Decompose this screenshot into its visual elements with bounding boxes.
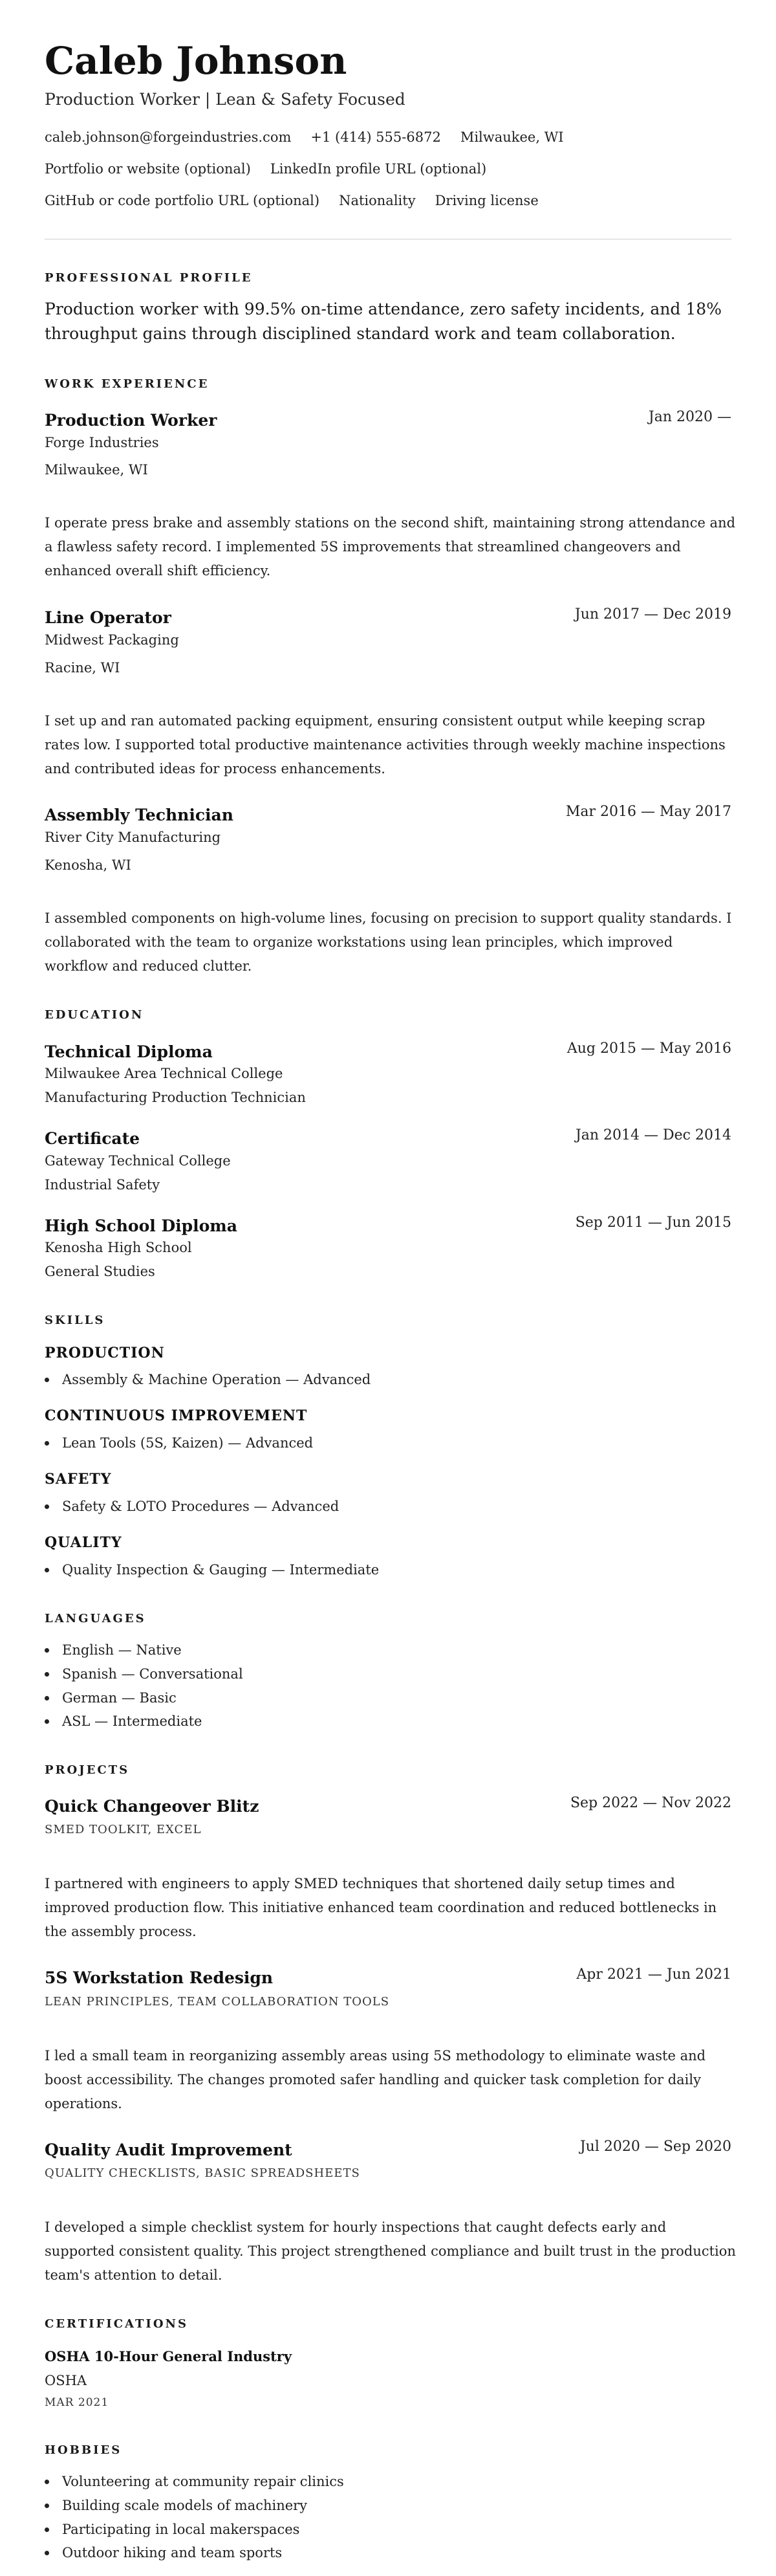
degree-title: Certificate [45, 1129, 140, 1148]
project-tech: LEAN PRINCIPLES, TEAM COLLABORATION TOOLS [45, 1995, 390, 2009]
job-title: Production Worker [45, 411, 217, 430]
skill-category: QUALITY [45, 1534, 122, 1551]
school-name: Kenosha High School [45, 1240, 192, 1255]
job-company: Forge Industries [45, 435, 159, 450]
certification-issuer: OSHA [45, 2373, 87, 2388]
language-item: German — Basic [62, 1690, 177, 1706]
education-dates: Aug 2015 — May 2016 [566, 1040, 731, 1057]
skill-item: Lean Tools (5S, Kaizen) — Advanced [62, 1435, 314, 1451]
candidate-tagline: Production Worker | Lean & Safety Focused [45, 90, 405, 109]
contact-line-3 [45, 194, 558, 208]
section-heading-profile: PROFESSIONAL PROFILE [45, 271, 253, 285]
project-description: I partnered with engineers to apply SMED techniques that shortened daily setup times and improved production flow. This initiative enhanced team coordination and reduced bottlenecks in the assembly process. [45, 1876, 717, 1939]
job-company: River City Manufacturing [45, 830, 221, 845]
job-location: Kenosha, WI [45, 857, 131, 873]
job-description: I set up and ran automated packing equipment, ensuring consistent output while keeping scrap rates low. I supported total productive maintenance activities through weekly machine inspections and contributed ideas for process enhancements. [45, 713, 726, 776]
contact-line-2 [45, 162, 506, 176]
field-of-study: General Studies [45, 1264, 155, 1279]
certification-title: OSHA 10-Hour General Industry [45, 2348, 292, 2364]
hobby-item: Outdoor hiking and team sports [62, 2545, 283, 2560]
field-of-study: Industrial Safety [45, 1177, 160, 1193]
hobby-item: Volunteering at community repair clinics [62, 2474, 344, 2489]
job-company: Midwest Packaging [45, 632, 179, 648]
phone: +1 (414) 555-6872 [310, 129, 441, 145]
school-name: Milwaukee Area Technical College [45, 1066, 283, 1081]
skill-item: Assembly & Machine Operation — Advanced [62, 1372, 371, 1387]
skill-item: Safety & LOTO Procedures — Advanced [62, 1499, 339, 1514]
job-description: I operate press brake and assembly stations on the second shift, maintaining strong attendance and a flawless safety record. I implemented 5S improvements that streamlined changeovers and enhanced overall shift efficiency. [45, 515, 736, 578]
skill-category: SAFETY [45, 1471, 112, 1488]
degree-title: Technical Diploma [45, 1042, 213, 1061]
project-tech: SMED TOOLKIT, EXCEL [45, 1823, 202, 1836]
job-dates: Mar 2016 — May 2017 [565, 804, 731, 820]
section-heading-experience: WORK EXPERIENCE [45, 377, 210, 391]
certification-date: MAR 2021 [45, 2396, 109, 2409]
skill-item: Quality Inspection & Gauging — Intermediate [62, 1562, 380, 1578]
section-heading-projects: PROJECTS [45, 1763, 130, 1777]
github-link: GitHub or code portfolio URL (optional) [45, 193, 320, 208]
language-item: ASL — Intermediate [62, 1713, 202, 1729]
hobby-item: Participating in local makerspaces [62, 2522, 300, 2537]
location: Milwaukee, WI [460, 129, 564, 145]
section-heading-languages: LANGUAGES [45, 1612, 146, 1625]
portfolio-link: Portfolio or website (optional) [45, 161, 251, 177]
job-title: Line Operator [45, 608, 171, 627]
section-heading-certifications: CERTIFICATIONS [45, 2317, 188, 2331]
email: caleb.johnson@forgeindustries.com [45, 129, 292, 145]
driving-license: Driving license [435, 193, 539, 208]
project-title: Quality Audit Improvement [45, 2141, 292, 2159]
job-title: Assembly Technician [45, 806, 233, 824]
education-dates: Sep 2011 — Jun 2015 [575, 1215, 731, 1231]
language-item: English — Native [62, 1642, 182, 1658]
project-dates: Apr 2021 — Jun 2021 [576, 1966, 731, 1983]
skill-category: PRODUCTION [45, 1345, 165, 1361]
hobby-item: Building scale models of machinery [62, 2498, 308, 2513]
education-dates: Jan 2014 — Dec 2014 [575, 1127, 731, 1143]
profile-summary: Production worker with 99.5% on-time attendance, zero safety incidents, and 18% throughput gains through disciplined standard work and team collaboration. [45, 300, 722, 343]
project-dates: Jul 2020 — Sep 2020 [579, 2139, 731, 2155]
nationality: Nationality [339, 193, 416, 208]
degree-title: High School Diploma [45, 1216, 237, 1235]
skill-category: CONTINUOUS IMPROVEMENT [45, 1407, 308, 1424]
section-heading-education: EDUCATION [45, 1008, 144, 1022]
project-description: I led a small team in reorganizing assembly areas using 5S methodology to eliminate waste and boost accessibility. The changes promoted safer handling and quicker task completion for daily operations. [45, 2048, 706, 2111]
language-item: Spanish — Conversational [62, 1666, 243, 1682]
section-heading-hobbies: HOBBIES [45, 2443, 122, 2457]
section-heading-skills: SKILLS [45, 1314, 105, 1327]
project-tech: QUALITY CHECKLISTS, BASIC SPREADSHEETS [45, 2166, 360, 2180]
job-description: I assembled components on high-volume lines, focusing on precision to support quality standards. I collaborated with the team to organize workstations using lean principles, which improved workflow and reduced clutter. [45, 910, 732, 974]
field-of-study: Manufacturing Production Technician [45, 1090, 306, 1105]
contact-line-1 [45, 131, 583, 144]
school-name: Gateway Technical College [45, 1153, 231, 1169]
job-location: Racine, WI [45, 660, 120, 676]
job-dates: Jun 2017 — Dec 2019 [574, 606, 731, 622]
project-title: 5S Workstation Redesign [45, 1968, 274, 1987]
linkedin-link: LinkedIn profile URL (optional) [270, 161, 487, 177]
candidate-name: Caleb Johnson [45, 39, 347, 83]
project-description: I developed a simple checklist system for hourly inspections that caught defects early and supported consistent quality. This project strengthened compliance and built trust in the production team's attention to detail. [45, 2219, 736, 2283]
project-title: Quick Changeover Blitz [45, 1797, 259, 1816]
job-dates: Jan 2020 — [648, 409, 731, 425]
job-location: Milwaukee, WI [45, 462, 148, 478]
project-dates: Sep 2022 — Nov 2022 [570, 1795, 731, 1811]
